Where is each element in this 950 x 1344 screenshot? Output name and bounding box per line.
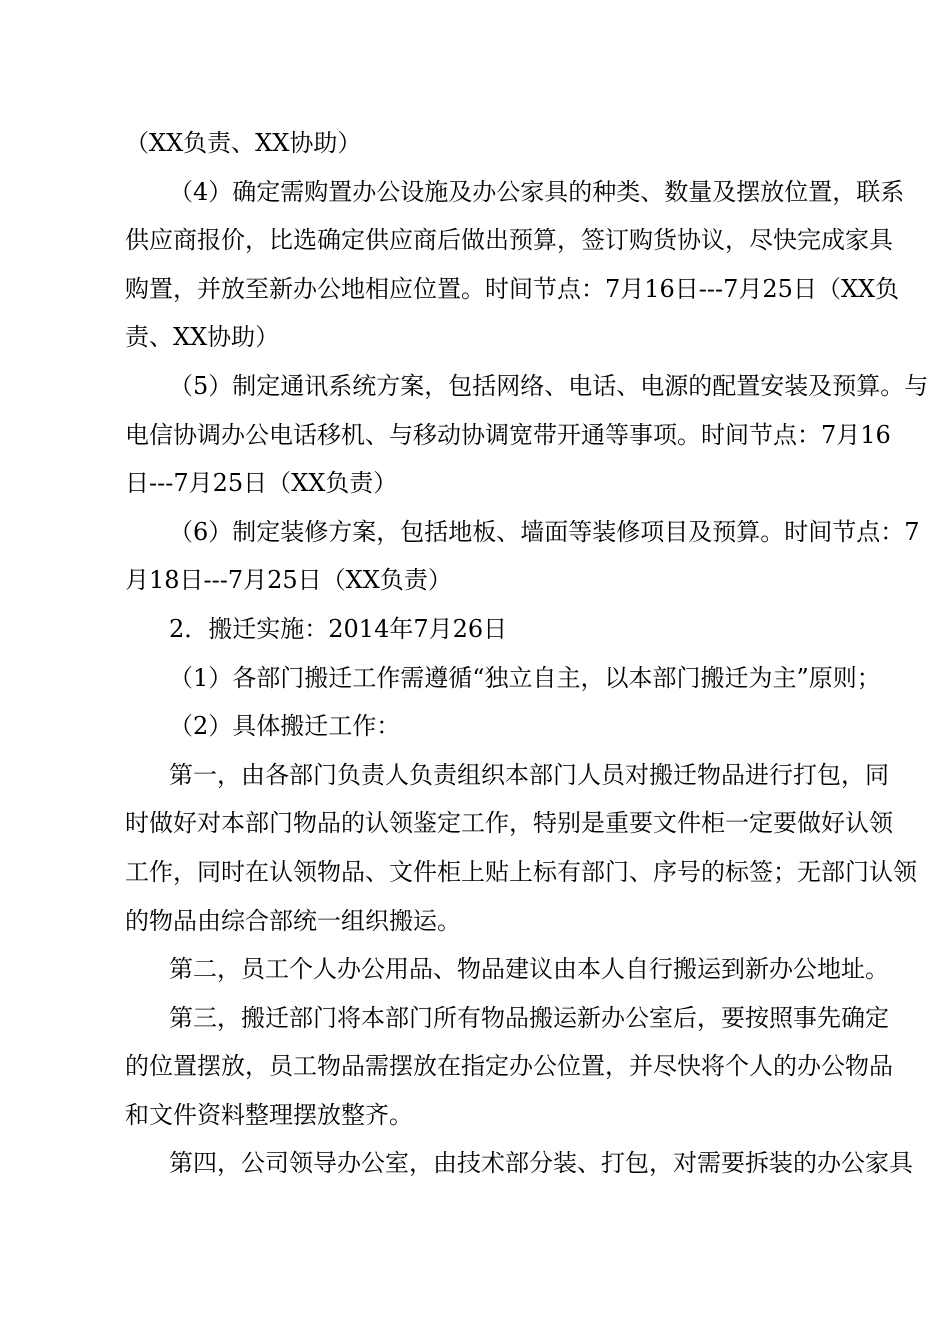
text-line: 供应商报价，比选确定供应商后做出预算，签订购货协议，尽快完成家具 bbox=[125, 226, 893, 255]
text-line: 责、XX协助） bbox=[125, 323, 280, 352]
text-line: （6）制定装修方案，包括地板、墙面等装修项目及预算。时间节点：7 bbox=[169, 517, 920, 546]
text-line: 日---7月25日（XX负责） bbox=[125, 469, 398, 498]
text-line: 第二，员工个人办公用品、物品建议由本人自行搬运到新办公地址。 bbox=[169, 955, 889, 984]
text-line: 购置，并放至新办公地相应位置。时间节点：7月16日---7月25日（XX负 bbox=[125, 274, 900, 303]
text-line: （2）具体搬迁工作： bbox=[169, 712, 401, 741]
text-line: 2．搬迁实施：2014年7月26日 bbox=[169, 614, 508, 643]
text-line: （XX负责、XX协助） bbox=[125, 129, 362, 157]
text-line: 时做好对本部门物品的认领鉴定工作，特别是重要文件柜一定要做好认领 bbox=[125, 809, 893, 838]
text-line: 月18日---7月25日（XX负责） bbox=[125, 566, 452, 595]
document-page bbox=[125, 119, 929, 1188]
text-line: 第三，搬迁部门将本部门所有物品搬运新办公室后，要按照事先确定 bbox=[169, 1003, 889, 1032]
text-line: 的物品由综合部统一组织搬运。 bbox=[125, 906, 461, 935]
text-line: 电信协调办公电话移机、与移动协调宽带开通等事项。时间节点：7月16 bbox=[125, 420, 891, 449]
text-line: 和文件资料整理摆放整齐。 bbox=[125, 1100, 413, 1129]
text-line: 的位置摆放，员工物品需摆放在指定办公位置，并尽快将个人的办公物品 bbox=[125, 1052, 893, 1081]
text-line: 第一，由各部门负责人负责组织本部门人员对搬迁物品进行打包，同 bbox=[169, 760, 889, 789]
text-line: 第四，公司领导办公室，由技术部分装、打包，对需要拆装的办公家具 bbox=[169, 1149, 913, 1178]
text-line: （5）制定通讯系统方案，包括网络、电话、电源的配置安装及预算。与 bbox=[169, 371, 929, 400]
text-line: 工作，同时在认领物品、文件柜上贴上标有部门、序号的标签；无部门认领 bbox=[125, 857, 917, 886]
text-line: （4）确定需购置办公设施及办公家具的种类、数量及摆放位置，联系 bbox=[169, 177, 905, 206]
text-line: （1）各部门搬迁工作需遵循“独立自主，以本部门搬迁为主”原则； bbox=[169, 663, 881, 692]
